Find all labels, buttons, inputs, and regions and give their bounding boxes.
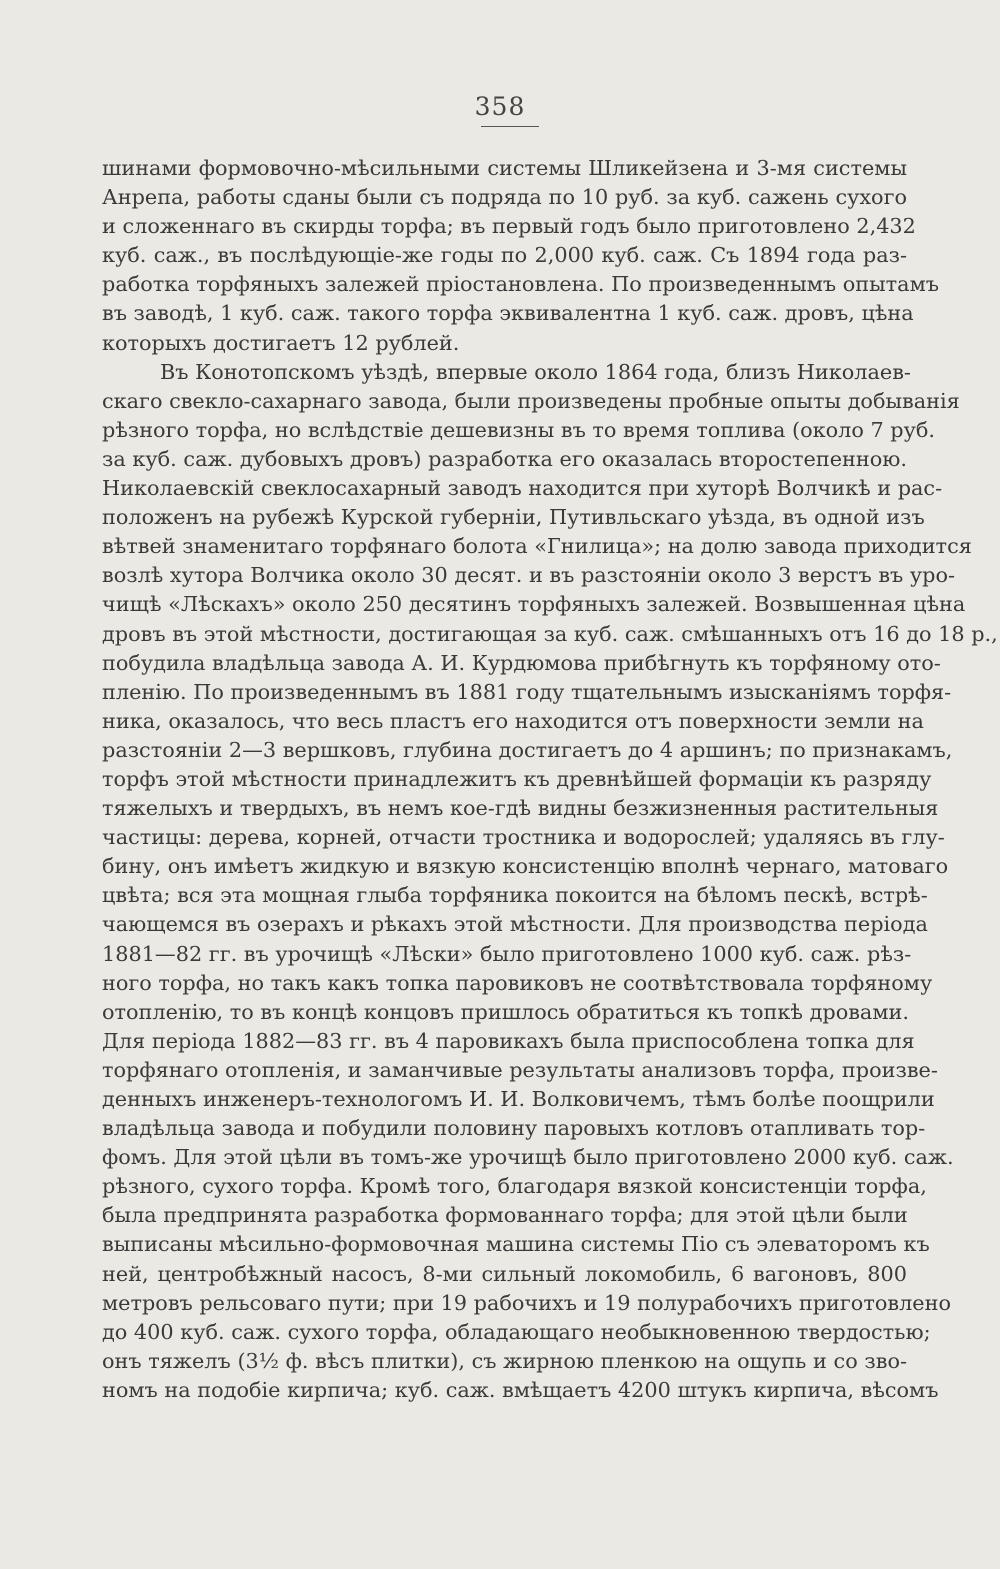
text-line: возлѣ хутора Волчика около 30 десят. и въ разстояніи около 3 верстъ въ уро- [102, 563, 955, 588]
text-line: скаго свекло-сахарнаго завода, были произведены пробные опыты добыванія [102, 388, 960, 413]
text-line: отопленію, то въ концѣ концовъ пришлось обратиться къ топкѣ дровами. [102, 999, 909, 1024]
text-line: которыхъ достигаетъ 12 рублей. [102, 330, 460, 355]
text-line: и сложеннаго въ скирды торфа; въ первый годъ было приготовлено 2,432 [102, 214, 916, 239]
text-line: номъ на подобіе кирпича; куб. саж. вмѣщаетъ 4200 штукъ кирпича, вѣсомъ [102, 1377, 939, 1402]
text-line: ного торфа, но такъ какъ топка паровиковъ не соотвѣтствовала торфяному [102, 970, 933, 995]
text-line: ней, центробѣжный насосъ, 8-ми сильный локомобиль, 6 вагоновъ, 800 [102, 1261, 907, 1286]
text-line: метровъ рельсоваго пути; при 19 рабочихъ и 19 полурабочихъ приготовлено [102, 1290, 951, 1315]
text-line: цвѣта; вся эта мощная глыба торфяника покоится на бѣломъ пескѣ, встрѣ- [102, 883, 928, 908]
text-line: торфянаго отопленія, и заманчивые результаты анализовъ торфа, произве- [102, 1057, 938, 1082]
text-line: шинами формовочно-мѣсильными системы Шликейзена и 3-мя системы [102, 156, 907, 180]
text-line: онъ тяжелъ (3½ ф. вѣсъ плитки), съ жирною пленкою на ощупь и со зво- [102, 1348, 907, 1373]
text-line: побудила владѣльца завода А. И. Курдюмова прибѣгнуть къ торфяному ото- [102, 650, 941, 675]
text-line: частицы: дерева, корней, отчасти тростника и водорослей; удаляясь въ глу- [102, 825, 945, 850]
text-line: работка торфяныхъ залежей пріостановлена. По произведеннымъ опытамъ [102, 272, 939, 297]
text-line: куб. саж., въ послѣдующіе-же годы по 2,000 куб. саж. Съ 1894 года раз- [102, 243, 907, 268]
text-line: до 400 куб. саж. сухого торфа, обладающаго необыкновенною твердостью; [102, 1319, 931, 1344]
text-line: пленію. По произведеннымъ въ 1881 году тщательнымъ изысканіямъ торфя- [102, 679, 952, 704]
text-line: положенъ на рубежѣ Курской губерніи, Путивльскаго уѣзда, въ одной изъ [102, 505, 925, 530]
text-line: была предпринята разработка формованнаго торфа; для этой цѣли были [102, 1203, 908, 1228]
page-number-rule [481, 126, 539, 127]
text-line: ника, оказалось, что весь пластъ его находится отъ поверхности земли на [102, 708, 924, 733]
text-line: въ заводѣ, 1 куб. саж. такого торфа эквивалентна 1 куб. саж. дровъ, цѣна [102, 301, 914, 326]
text-line: рѣзного, сухого торфа. Кромѣ того, благодаря вязкой консистенціи торфа, [102, 1174, 927, 1199]
text-line: денныхъ инженеръ-технологомъ И. И. Волковичемъ, тѣмъ болѣе поощрили [102, 1087, 935, 1111]
text-line: выписаны мѣсильно-формовочная машина системы Піо съ элеваторомъ къ [102, 1232, 930, 1257]
text-line: дровъ въ этой мѣстности, достигающая за куб. саж. смѣшанныхъ отъ 16 до 18 р., [102, 621, 998, 646]
text-line: фомъ. Для этой цѣли въ томъ-же урочищѣ было приготовлено 2000 куб. саж. [102, 1145, 954, 1170]
text-line: Николаевскій свеклосахарный заводъ находится при хуторѣ Волчикѣ и рас- [102, 476, 943, 501]
text-line: чающемся въ озерахъ и рѣкахъ этой мѣстности. Для производства періода [102, 912, 928, 937]
text-line: разстояніи 2—3 вершковъ, глубина достигаетъ до 4 аршинъ; по признакамъ, [102, 737, 953, 762]
text-line: Для періода 1882—83 гг. въ 4 паровикахъ была приспособлена топка для [102, 1028, 915, 1053]
text-line: Анрепа, работы сданы были съ подряда по 10 руб. за куб. сажень сухого [102, 185, 907, 210]
text-line: рѣзного торфа, но вслѣдствіе дешевизны въ то время топлива (около 7 руб. [102, 417, 935, 442]
page-number: 358 [474, 92, 526, 121]
text-line: Въ Конотопскомъ уѣздѣ, впервые около 1864 года, близъ Николаев- [160, 359, 911, 384]
text-line: чищѣ «Лѣскахъ» около 250 десятинъ торфяныхъ залежей. Возвышенная цѣна [102, 592, 966, 617]
text-line: вѣтвей знаменитаго торфянаго болота «Гнилица»; на долю завода приходится [102, 534, 972, 559]
text-line: 1881—82 гг. въ урочищѣ «Лѣски» было приготовлено 1000 куб. саж. рѣз- [102, 941, 912, 966]
text-line: торфъ этой мѣстности принадлежитъ къ древнѣйшей формаціи къ разряду [102, 766, 932, 791]
text-line: тяжелыхъ и твердыхъ, въ немъ кое-гдѣ видны безжизненныя растительныя [102, 796, 939, 821]
text-line: владѣльца завода и побудили половину паровыхъ котловъ отапливать тор- [102, 1116, 926, 1141]
text-line: бину, онъ имѣетъ жидкую и вязкую консистенцію вполнѣ чернаго, матоваго [102, 854, 949, 879]
text-line: за куб. саж. дубовыхъ дровъ) разработка его оказалась второстепенною. [102, 446, 907, 471]
text-body [102, 154, 998, 1405]
